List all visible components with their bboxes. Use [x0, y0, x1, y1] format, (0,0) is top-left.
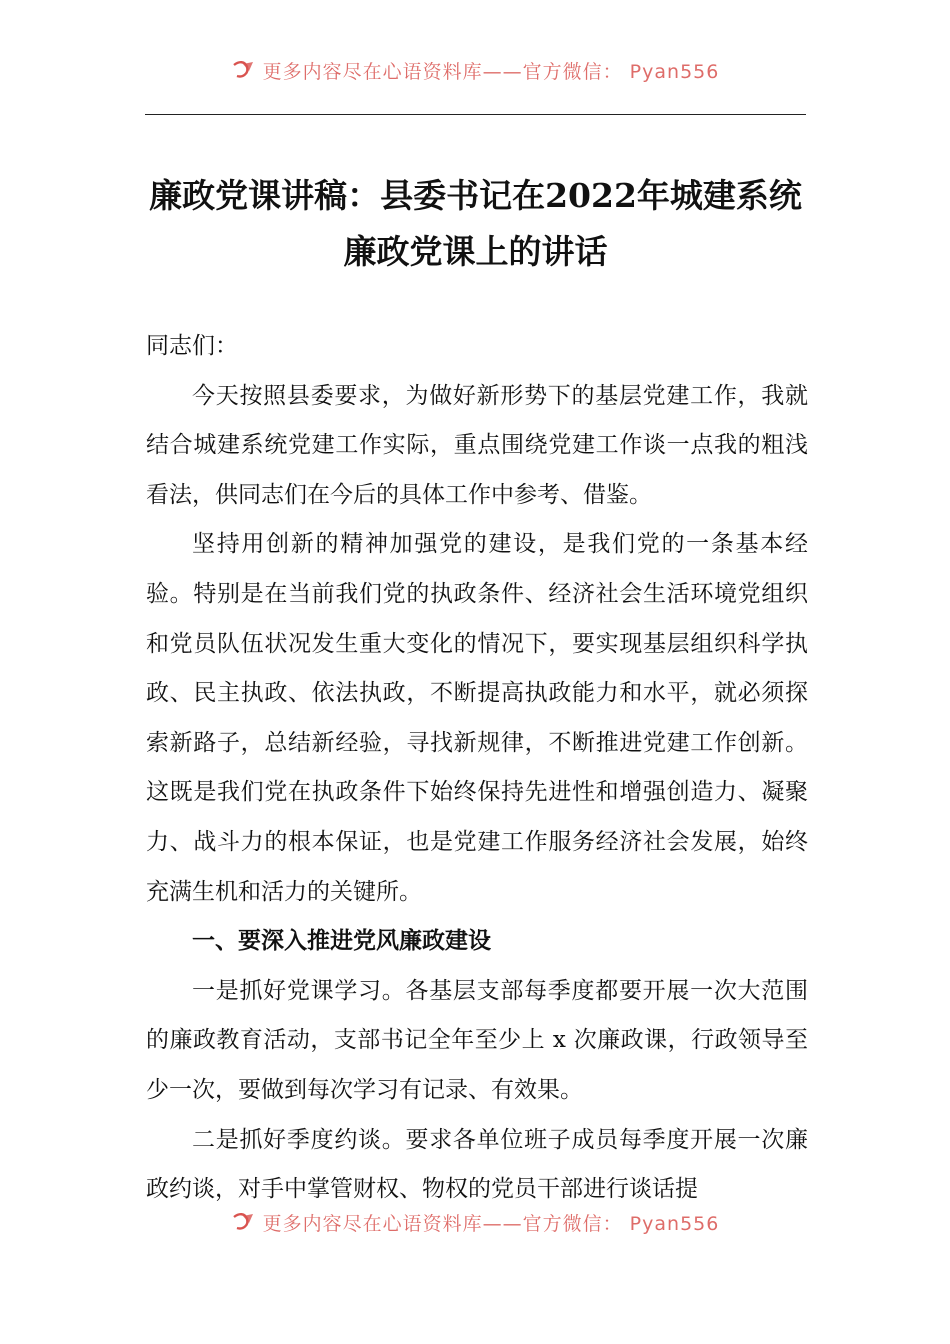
paragraph-innovation: 坚持用创新的精神加强党的建设，是我们党的一条基本经验。特别是在当前我们党的执政条件、经济社会生活环境党组织和党员队伍状况发生重大变化的情况下，要实现基层组织科学执政、民主执政、依法执政，不断提高执政能力和水平，就必须探索新路子，总结新经验，寻找新规律，不断推进党建工作创新。这既是我们党在执政条件下始终保持先进性和增强创造力、凝聚力、战斗力的根本保证，也是党建工作服务经济社会发展，始终充满生机和活力的关键所。 — [146, 531, 808, 905]
item-party-lesson: 一是抓好党课学习。各基层支部每季度都要开展一次大范围的廉政教育活动，支部书记全年至少上 x 次廉政课，行政领导至少一次，要做到每次学习有记录、有效果。 — [146, 977, 808, 1103]
item-quarterly-talk: 二是抓好季度约谈。要求各单位班子成员每季度开展一次廉政约谈，对手中掌管财权、物权的党员干部进行谈话提 — [146, 1126, 808, 1203]
header-rule — [145, 114, 806, 115]
watermark-text: 更多内容尽在心语资料库——官方微信： Pyan556 — [262, 1212, 720, 1235]
watermark-logo-icon — [231, 59, 257, 81]
watermark-text: 更多内容尽在心语资料库——官方微信： Pyan556 — [262, 60, 720, 83]
document-body — [146, 322, 808, 1215]
section-heading-1: 一、要深入推进党风廉政建设 — [192, 928, 491, 955]
document-title: 廉政党课讲稿：县委书记在2022年城建系统廉政党课上的讲话 — [149, 176, 802, 271]
watermark-bottom — [0, 1208, 950, 1236]
watermark-logo-icon — [231, 1211, 257, 1233]
watermark-top — [0, 56, 950, 84]
salutation: 同志们： — [146, 333, 238, 359]
intro-paragraph: 今天按照县委要求，为做好新形势下的基层党建工作，我就结合城建系统党建工作实际，重点围绕党建工作谈一点我的粗浅看法，供同志们在今后的具体工作中参考、借鉴。 — [146, 382, 808, 508]
